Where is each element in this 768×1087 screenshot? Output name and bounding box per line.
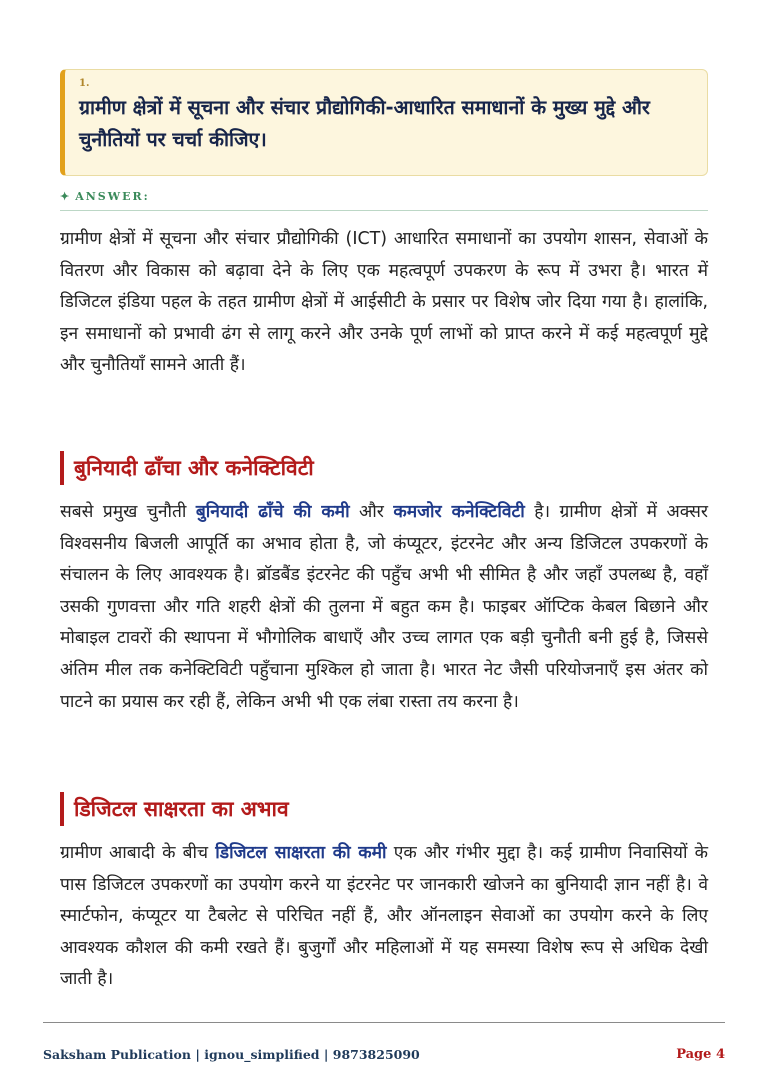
emphasis-digital-literacy-gap: डिजिटल साक्षरता की कमी — [215, 843, 387, 863]
paragraph-text: ग्रामीण आबादी के बीच — [60, 843, 216, 863]
section-heading-digital-literacy: डिजिटल साक्षरता का अभाव — [60, 792, 289, 826]
answer-label — [60, 190, 150, 203]
sparkle-icon: ✦ — [60, 190, 72, 203]
answer-divider — [60, 210, 708, 211]
intro-paragraph: ग्रामीण क्षेत्रों में सूचना और संचार प्रौद्योगिकी (ICT) आधारित समाधानों का उपयोग शासन, सेवाओं के वितरण और विकास को बढ़ावा देने के लिए एक महत्वपूर्ण उपकरण के रूप में उभरा है। भारत में डिजिटल इंडिया पहल के तहत ग्रामीण क्षेत्रों में आईसीटी के प्रसार पर विशेष जोर दिया गया है। हालांकि, इन समाधानों को प्रभावी ढंग से लागू करने और उनके पूर्ण लाभों को प्राप्त करने में कई महत्वपूर्ण मुद्दे और चुनौतियाँ सामने आती हैं। — [60, 229, 708, 376]
emphasis-infrastructure-gap: बुनियादी ढाँचे की कमी — [195, 502, 350, 522]
question-text: ग्रामीण क्षेत्रों में सूचना और संचार प्रौद्योगिकी-आधारित समाधानों के मुख्य मुद्दे और चुनौतियों पर चर्चा कीजिए। — [79, 96, 650, 151]
paragraph-text: है। ग्रामीण क्षेत्रों में अक्सर विश्वसनीय बिजली आपूर्ति का अभाव होता है, जो कंप्यूटर, इंटरनेट और अन्य डिजिटल उपकरणों के संचालन के लिए आवश्यक है। ब्रॉडबैंड इंटरनेट की पहुँच अभी भी सीमित है और जहाँ उपलब्ध है, वहाँ उसकी गुणवत्ता और गति शहरी क्षेत्रों की तुलना में बहुत कम है। फाइबर ऑप्टिक केबल बिछाने और मोबाइल टावरों की स्थापना में भौगोलिक बाधाएँ और उच्च लागत एक बड़ी चुनौती बनी हुई है, जिससे अंतिम मील तक कनेक्टिविटी पहुँचाना मुश्किल हो जाता है। भारत नेट जैसी परियोजनाएँ इस अंतर को पाटने का प्रयास कर रही हैं, लेकिन अभी भी एक लंबा रास्ता तय करना है। — [60, 502, 709, 712]
section-paragraph-digital-literacy — [60, 838, 708, 996]
page-number: Page 4 — [676, 1047, 725, 1062]
question-box — [60, 69, 708, 176]
emphasis-weak-connectivity: कमजोर कनेक्टिविटी — [393, 502, 525, 522]
paragraph-text: एक और गंभीर मुद्दा है। कई ग्रामीण निवासियों के पास डिजिटल उपकरणों का उपयोग करने या इंटरनेट पर जानकारी खोजने का बुनियादी ज्ञान नहीं है। वे स्मार्टफोन, कंप्यूटर या टैबलेट से परिचित नहीं हैं, और ऑनलाइन सेवाओं का उपयोग करने के लिए आवश्यक कौशल की कमी रखते हैं। बुजुर्गों और महिलाओं में यह समस्या विशेष रूप से अधिक देखी जाती है। — [60, 843, 708, 990]
paragraph-text: सबसे प्रमुख चुनौती — [60, 502, 196, 522]
question-number: 1. — [79, 78, 90, 89]
section-paragraph-infrastructure — [60, 497, 708, 718]
footer-divider — [43, 1022, 725, 1023]
section-heading-infrastructure: बुनियादी ढाँचा और कनेक्टिविटी — [60, 451, 314, 485]
answer-label-text: ANSWER: — [75, 190, 150, 203]
footer-publisher: Saksham Publication | ignou_simplified | 9873825090 — [43, 1047, 420, 1062]
paragraph-text: और — [349, 502, 394, 522]
